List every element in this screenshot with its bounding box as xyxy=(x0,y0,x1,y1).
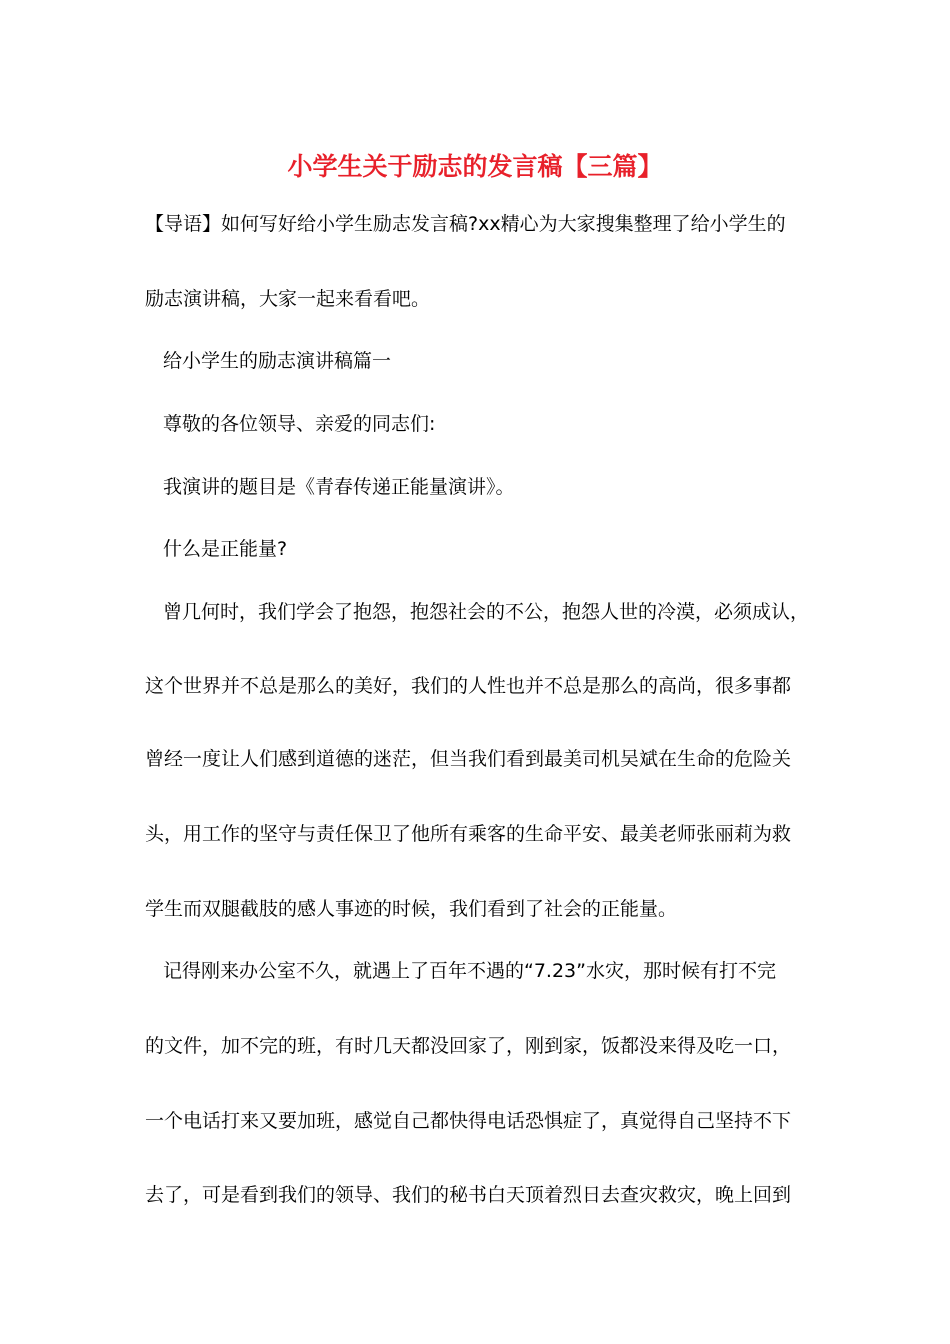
section-heading: 给小学生的励志演讲稿篇一 xyxy=(163,350,392,372)
paragraph-line: 曾几何时，我们学会了抱怨，抱怨社会的不公，抱怨人世的冷漠，必须成认， xyxy=(163,601,810,623)
paragraph-line: 学生而双腿截肢的感人事迹的时候，我们看到了社会的正能量。 xyxy=(145,898,678,920)
paragraph-line: 去了，可是看到我们的领导、我们的秘书白天顶着烈日去查灾救灾，晚上回到 xyxy=(145,1184,792,1206)
document-title: 小学生关于励志的发言稿【三篇】 xyxy=(287,152,663,181)
paragraph-line: 头，用工作的坚守与责任保卫了他所有乘客的生命平安、最美老师张丽莉为救 xyxy=(145,823,792,845)
paragraph-line: 尊敬的各位领导、亲爱的同志们: xyxy=(163,413,436,435)
paragraph-line: 这个世界并不总是那么的美好，我们的人性也并不总是那么的高尚，很多事都 xyxy=(145,675,792,697)
paragraph-line: 记得刚来办公室不久，就遇上了百年不遇的“7.23”水灾，那时候有打不完 xyxy=(163,960,776,982)
paragraph-line: 什么是正能量? xyxy=(163,538,288,560)
paragraph-line: 的文件，加不完的班，有时几天都没回家了，刚到家，饭都没来得及吃一口， xyxy=(145,1035,792,1057)
paragraph-line: 曾经一度让人们感到道德的迷茫，但当我们看到最美司机吴斌在生命的危险关 xyxy=(145,748,792,770)
paragraph-line: 【导语】如何写好给小学生励志发言稿?xx精心为大家搜集整理了给小学生的 xyxy=(145,213,786,235)
paragraph-line: 励志演讲稿，大家一起来看看吧。 xyxy=(145,288,431,310)
paragraph-line: 我演讲的题目是《青春传递正能量演讲》。 xyxy=(163,476,515,498)
paragraph-line: 一个电话打来又要加班，感觉自己都快得电话恐惧症了，真觉得自己坚持不下 xyxy=(145,1110,792,1132)
